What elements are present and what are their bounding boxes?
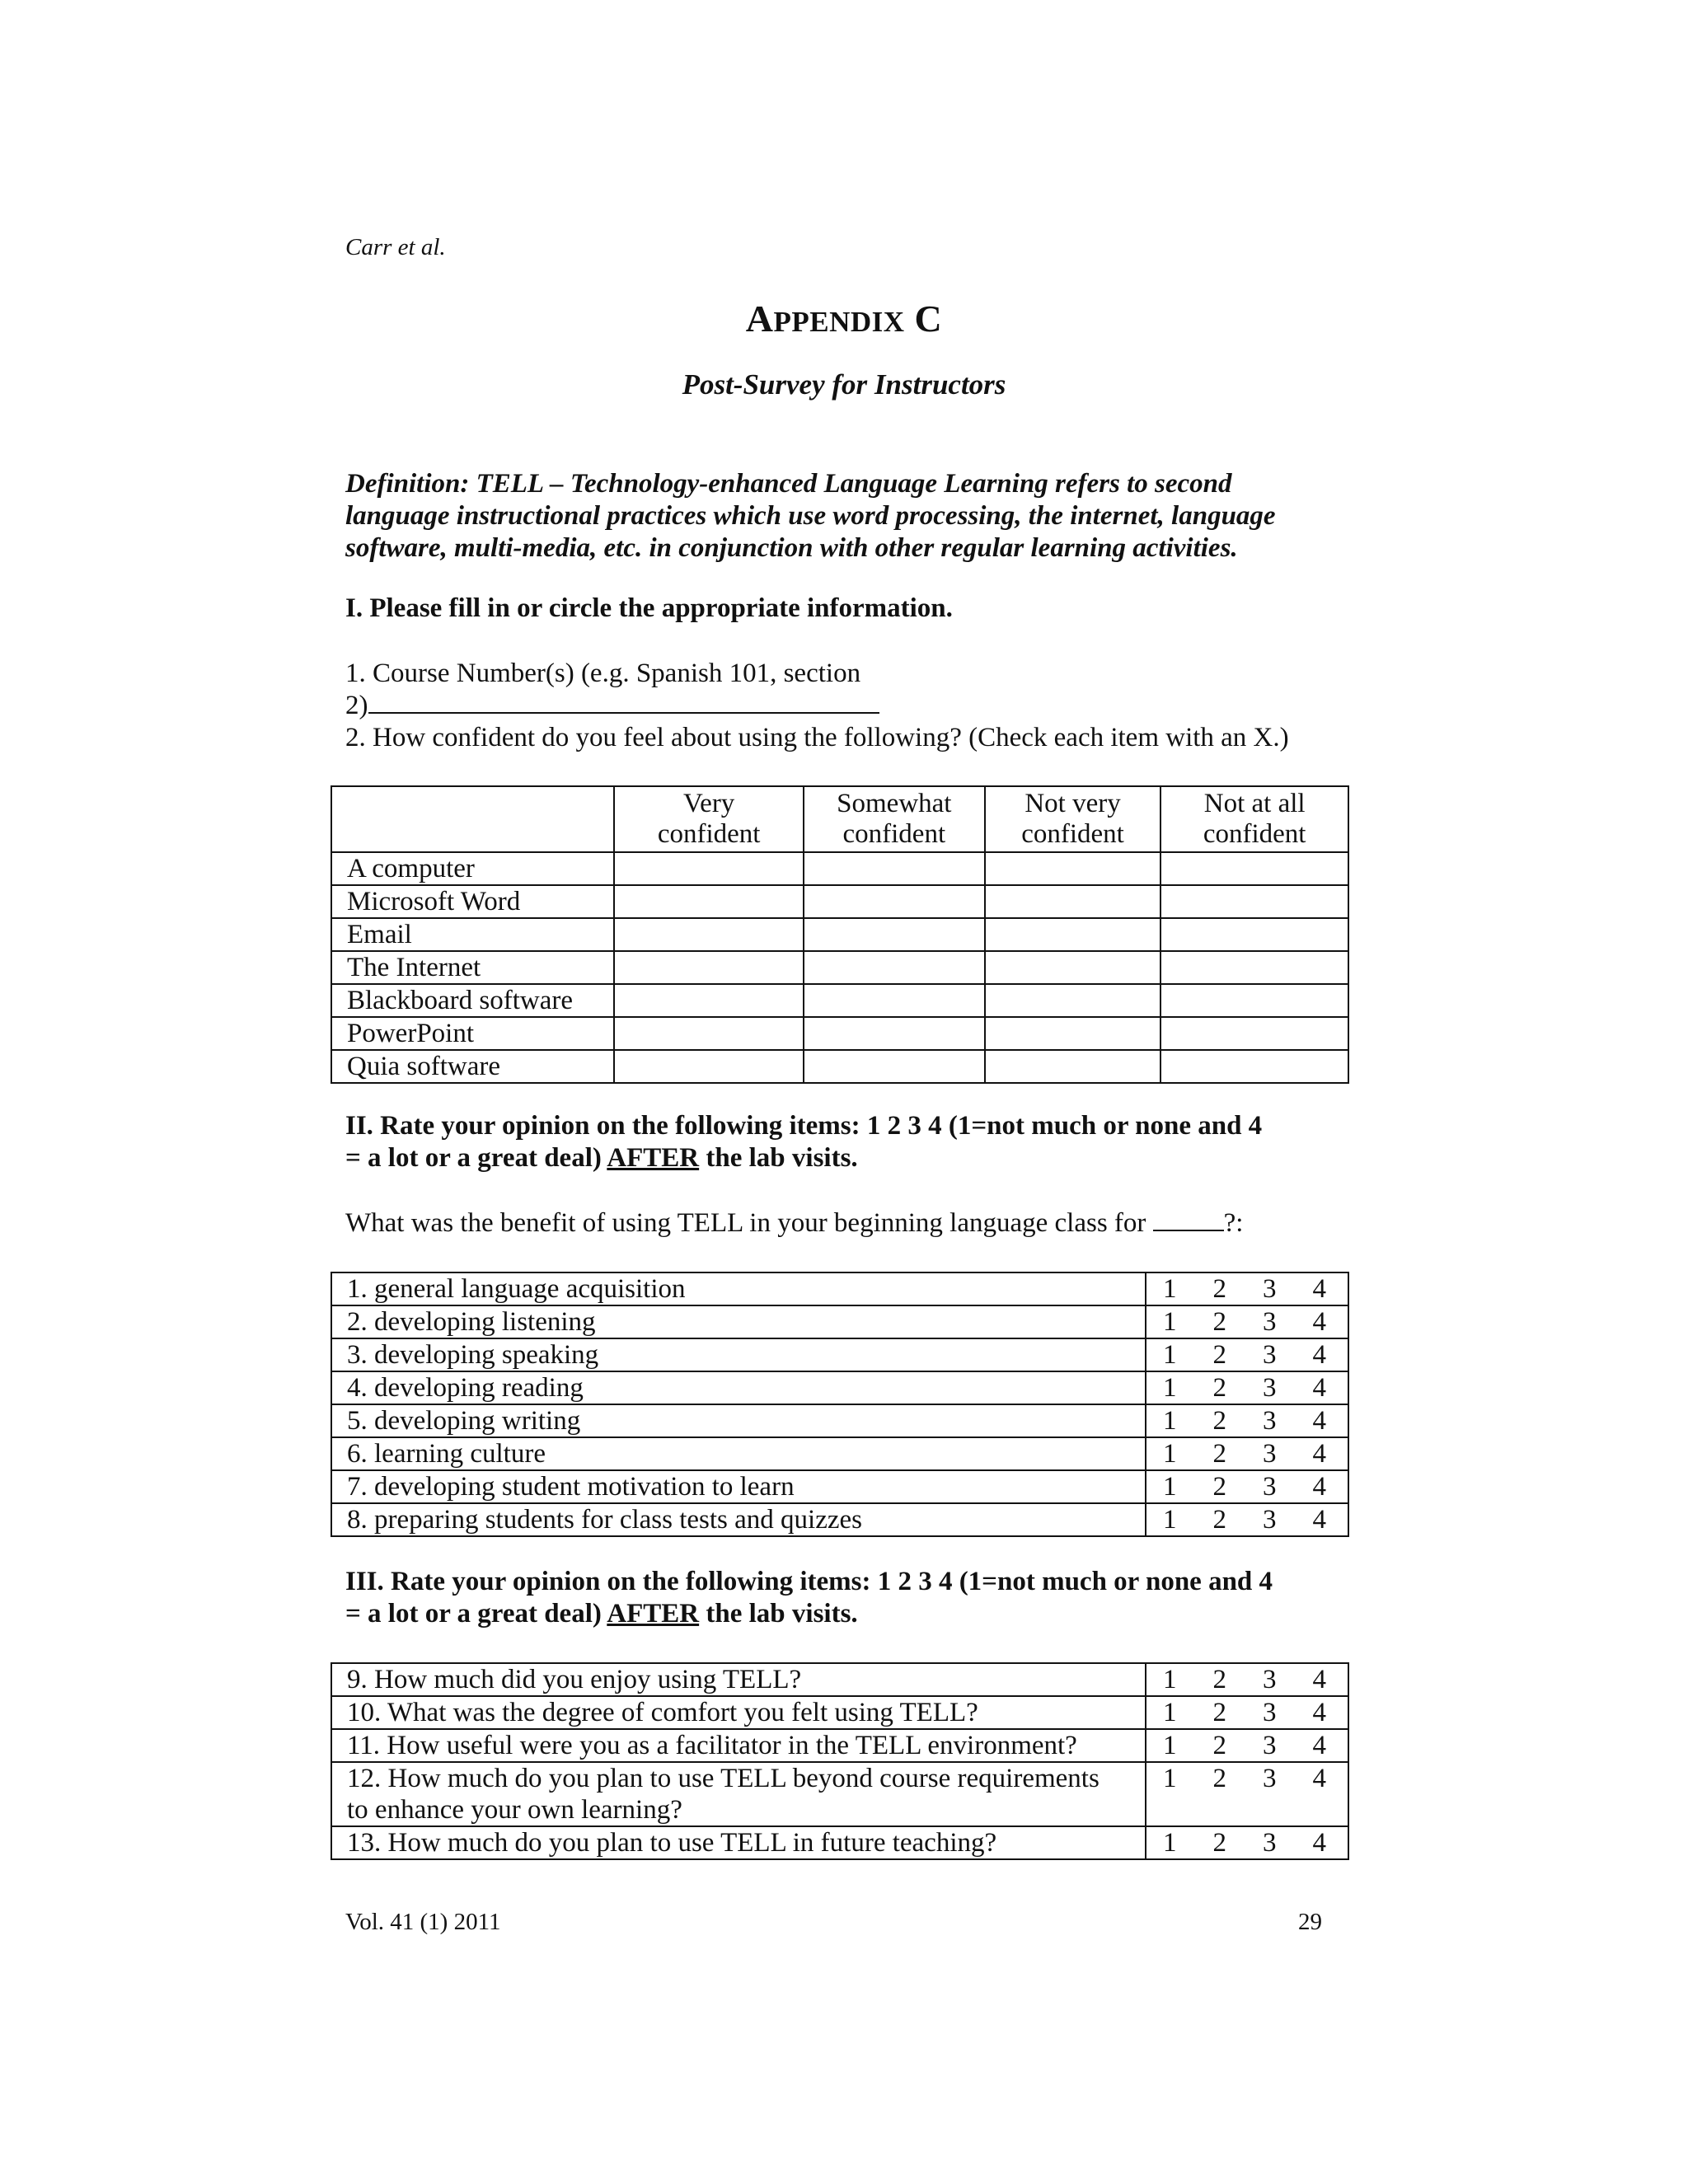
scale-3[interactable]: 3 [1263, 1665, 1277, 1694]
scale-2[interactable]: 2 [1212, 1373, 1226, 1403]
scale-4[interactable]: 4 [1312, 1665, 1326, 1694]
scale-1[interactable]: 1 [1163, 1439, 1177, 1469]
scale-3[interactable]: 3 [1263, 1505, 1277, 1535]
page-number: 29 [1298, 1909, 1322, 1935]
scale-2[interactable]: 2 [1212, 1274, 1226, 1304]
section-3-heading-line [345, 1598, 1384, 1630]
confidence-row [331, 852, 1348, 885]
scale-3[interactable]: 3 [1263, 1764, 1277, 1793]
rating-scale[interactable] [1146, 1371, 1348, 1404]
scale-4[interactable]: 4 [1312, 1828, 1326, 1858]
heading-text: = a lot or a great deal) [345, 1599, 607, 1629]
rating-row [331, 1371, 1348, 1404]
rating-row [331, 1762, 1348, 1826]
confidence-row-label: Microsoft Word [331, 885, 614, 918]
confidence-row-label: PowerPoint [331, 1017, 614, 1050]
page-subtitle: Post-Survey for Instructors [682, 368, 1006, 401]
scale-4[interactable]: 4 [1312, 1505, 1326, 1535]
rating-item: 4. developing reading [331, 1371, 1146, 1404]
rating-row [331, 1272, 1348, 1305]
rating-row [331, 1696, 1348, 1729]
confidence-checkbox-cell[interactable] [804, 1050, 985, 1083]
confidence-checkbox-cell[interactable] [985, 1017, 1161, 1050]
scale-1[interactable]: 1 [1163, 1828, 1177, 1858]
confidence-checkbox-cell[interactable] [614, 1017, 804, 1050]
heading-emphasis: AFTER [607, 1599, 700, 1629]
rating-row [331, 1503, 1348, 1536]
confidence-row [331, 951, 1348, 984]
rating-item: 9. How much did you enjoy using TELL? [331, 1663, 1146, 1696]
confidence-checkbox-cell[interactable] [1160, 951, 1348, 984]
rating-scale[interactable] [1146, 1437, 1348, 1470]
confidence-checkbox-cell[interactable] [985, 984, 1161, 1017]
scale-4[interactable]: 4 [1312, 1307, 1326, 1337]
rating-item: 11. How useful were you as a facilitator in the TELL environment? [331, 1729, 1146, 1762]
confidence-row [331, 1017, 1348, 1050]
col-header-line: confident [1021, 819, 1124, 849]
rating-item: 7. developing student motivation to learn [331, 1470, 1146, 1503]
rating-scale[interactable] [1146, 1470, 1348, 1503]
confidence-checkbox-cell[interactable] [804, 918, 985, 951]
heading-text: the lab visits. [699, 1143, 858, 1173]
scale-4[interactable]: 4 [1312, 1764, 1326, 1793]
confidence-checkbox-cell[interactable] [614, 951, 804, 984]
rating-item-line: to enhance your own learning? [347, 1795, 682, 1825]
confidence-table [331, 785, 1349, 1084]
scale-1[interactable]: 1 [1163, 1764, 1177, 1793]
col-header-line: Not very [1025, 789, 1121, 818]
confidence-row-label: Email [331, 918, 614, 951]
scale-1[interactable]: 1 [1163, 1505, 1177, 1535]
scale-2[interactable]: 2 [1212, 1406, 1226, 1436]
confidence-header-blank [331, 786, 614, 852]
confidence-checkbox-cell[interactable] [1160, 885, 1348, 918]
rating-scale[interactable] [1146, 1404, 1348, 1437]
confidence-checkbox-cell[interactable] [985, 852, 1161, 885]
confidence-col-header [804, 786, 985, 852]
rating-scale[interactable] [1146, 1272, 1348, 1305]
rating-row [331, 1663, 1348, 1696]
confidence-col-header [1160, 786, 1348, 852]
confidence-checkbox-cell[interactable] [804, 984, 985, 1017]
confidence-checkbox-cell[interactable] [804, 885, 985, 918]
heading-text: the lab visits. [699, 1599, 858, 1629]
scale-1[interactable]: 1 [1163, 1373, 1177, 1403]
confidence-checkbox-cell[interactable] [1160, 984, 1348, 1017]
col-header-line: Somewhat [837, 789, 952, 818]
confidence-row [331, 918, 1348, 951]
confidence-row-label: Quia software [331, 1050, 614, 1083]
benefit-question [345, 1207, 1243, 1240]
scale-2[interactable]: 2 [1212, 1731, 1226, 1760]
scale-4[interactable]: 4 [1312, 1439, 1326, 1469]
language-blank-field[interactable] [1153, 1208, 1224, 1231]
benefit-question-suffix: ?: [1223, 1208, 1244, 1238]
rating-item: 1. general language acquisition [331, 1272, 1146, 1305]
scale-3[interactable]: 3 [1263, 1307, 1277, 1337]
confidence-header-row [331, 786, 1348, 852]
confidence-checkbox-cell[interactable] [985, 1050, 1161, 1083]
rating-scale[interactable] [1146, 1503, 1348, 1536]
course-number-blank-line [345, 690, 879, 722]
confidence-checkbox-cell[interactable] [804, 951, 985, 984]
confidence-checkbox-cell[interactable] [1160, 1050, 1348, 1083]
heading-text: = a lot or a great deal) [345, 1143, 607, 1173]
appendix-title-smallcaps: PPENDIX [773, 306, 905, 338]
confidence-row [331, 984, 1348, 1017]
rating-item-line: 12. How much do you plan to use TELL beyond course requirements [347, 1764, 1100, 1793]
rating-item: 2. developing listening [331, 1305, 1146, 1338]
course-number-suffix: 2) [345, 691, 368, 720]
rating-row [331, 1826, 1348, 1859]
running-head: Carr et al. [345, 234, 446, 260]
scale-4[interactable]: 4 [1312, 1406, 1326, 1436]
scale-2[interactable]: 2 [1212, 1764, 1226, 1793]
scale-2[interactable]: 2 [1212, 1828, 1226, 1858]
scale-1[interactable]: 1 [1163, 1307, 1177, 1337]
scale-1[interactable]: 1 [1163, 1340, 1177, 1370]
benefit-rating-table [331, 1272, 1349, 1537]
scale-2[interactable]: 2 [1212, 1698, 1226, 1727]
confidence-checkbox-cell[interactable] [1160, 1017, 1348, 1050]
rating-item [331, 1762, 1146, 1826]
confidence-checkbox-cell[interactable] [804, 852, 985, 885]
rating-item: 6. learning culture [331, 1437, 1146, 1470]
scale-3[interactable]: 3 [1263, 1439, 1277, 1469]
confidence-checkbox-cell[interactable] [1160, 852, 1348, 885]
confidence-col-header [985, 786, 1161, 852]
col-header-line: Not at all [1203, 789, 1306, 818]
scale-1[interactable]: 1 [1163, 1472, 1177, 1502]
confidence-checkbox-cell[interactable] [614, 852, 804, 885]
section-3-heading-line: III. Rate your opinion on the following items: 1 2 3 4 (1=not much or none and 4 [345, 1567, 1273, 1596]
col-header-line: confident [657, 819, 761, 849]
rating-row [331, 1338, 1348, 1371]
definition-line: software, multi-media, etc. in conjunction with other regular learning activities. [345, 533, 1238, 563]
scale-2[interactable]: 2 [1212, 1472, 1226, 1502]
rating-item: 8. preparing students for class tests and quizzes [331, 1503, 1146, 1536]
col-header-line: confident [842, 819, 946, 849]
rating-item: 13. How much do you plan to use TELL in future teaching? [331, 1826, 1146, 1859]
confidence-row-label: A computer [331, 852, 614, 885]
confidence-checkbox-cell[interactable] [985, 885, 1161, 918]
scale-3[interactable]: 3 [1263, 1472, 1277, 1502]
rating-scale[interactable] [1146, 1729, 1348, 1762]
confidence-checkbox-cell[interactable] [614, 984, 804, 1017]
rating-scale[interactable] [1146, 1696, 1348, 1729]
scale-4[interactable]: 4 [1312, 1274, 1326, 1304]
rating-scale[interactable] [1146, 1338, 1348, 1371]
scale-4[interactable]: 4 [1312, 1373, 1326, 1403]
rating-item: 5. developing writing [331, 1404, 1146, 1437]
confidence-checkbox-cell[interactable] [1160, 918, 1348, 951]
rating-scale[interactable] [1146, 1826, 1348, 1859]
definition-line: Definition: TELL – Technology-enhanced Language Learning refers to second [345, 469, 1232, 499]
scale-1[interactable]: 1 [1163, 1698, 1177, 1727]
definition-line: language instructional practices which use word processing, the internet, language [345, 501, 1276, 531]
section-2-heading-line [345, 1142, 1384, 1174]
scale-1[interactable]: 1 [1163, 1731, 1177, 1760]
rating-scale[interactable] [1146, 1305, 1348, 1338]
confidence-checkbox-cell[interactable] [614, 885, 804, 918]
course-number-question: 1. Course Number(s) (e.g. Spanish 101, section [345, 658, 861, 688]
heading-emphasis: AFTER [607, 1143, 700, 1173]
col-header-line: confident [1203, 819, 1306, 849]
confidence-col-header [614, 786, 804, 852]
scale-4[interactable]: 4 [1312, 1731, 1326, 1760]
confidence-checkbox-cell[interactable] [804, 1017, 985, 1050]
scale-2[interactable]: 2 [1212, 1665, 1226, 1694]
rating-row [331, 1305, 1348, 1338]
appendix-title [0, 297, 1688, 340]
confidence-checkbox-cell[interactable] [614, 918, 804, 951]
confidence-row-label: Blackboard software [331, 984, 614, 1017]
course-number-field[interactable] [368, 691, 879, 714]
scale-3[interactable]: 3 [1263, 1406, 1277, 1436]
scale-1[interactable]: 1 [1163, 1665, 1177, 1694]
scale-4[interactable]: 4 [1312, 1340, 1326, 1370]
section-1-heading: I. Please fill in or circle the appropriate information. [345, 593, 953, 623]
confidence-checkbox-cell[interactable] [985, 951, 1161, 984]
confidence-row [331, 885, 1348, 918]
scale-4[interactable]: 4 [1312, 1698, 1326, 1727]
scale-3[interactable]: 3 [1263, 1828, 1277, 1858]
scale-2[interactable]: 2 [1212, 1439, 1226, 1469]
scale-3[interactable]: 3 [1263, 1698, 1277, 1727]
col-header-line: Very [683, 789, 735, 818]
scale-1[interactable]: 1 [1163, 1274, 1177, 1304]
opinion-rating-table [331, 1662, 1349, 1860]
scale-2[interactable]: 2 [1212, 1340, 1226, 1370]
scale-4[interactable]: 4 [1312, 1472, 1326, 1502]
appendix-letter: C [914, 298, 943, 340]
scale-2[interactable]: 2 [1212, 1307, 1226, 1337]
rating-row [331, 1729, 1348, 1762]
rating-item: 3. developing speaking [331, 1338, 1146, 1371]
scale-3[interactable]: 3 [1263, 1340, 1277, 1370]
benefit-question-text: What was the benefit of using TELL in your beginning language class for [345, 1208, 1153, 1238]
rating-row [331, 1404, 1348, 1437]
appendix-title-initial: A [745, 298, 774, 340]
scale-3[interactable]: 3 [1263, 1373, 1277, 1403]
scale-3[interactable]: 3 [1263, 1274, 1277, 1304]
scale-3[interactable]: 3 [1263, 1731, 1277, 1760]
confidence-question: 2. How confident do you feel about using the following? (Check each item with an X.) [345, 723, 1289, 752]
rating-row [331, 1470, 1348, 1503]
definition-paragraph [345, 468, 1384, 565]
rating-row [331, 1437, 1348, 1470]
confidence-row-label: The Internet [331, 951, 614, 984]
rating-scale[interactable] [1146, 1663, 1348, 1696]
section-3-heading [345, 1566, 1384, 1630]
confidence-row [331, 1050, 1348, 1083]
scale-2[interactable]: 2 [1212, 1505, 1226, 1535]
section-2-heading-line: II. Rate your opinion on the following items: 1 2 3 4 (1=not much or none and 4 [345, 1111, 1263, 1141]
confidence-checkbox-cell[interactable] [985, 918, 1161, 951]
confidence-checkbox-cell[interactable] [614, 1050, 804, 1083]
rating-item: 10. What was the degree of comfort you felt using TELL? [331, 1696, 1146, 1729]
footer-volume: Vol. 41 (1) 2011 [345, 1909, 501, 1935]
scale-1[interactable]: 1 [1163, 1406, 1177, 1436]
rating-scale[interactable] [1146, 1762, 1348, 1826]
section-2-heading [345, 1110, 1384, 1174]
